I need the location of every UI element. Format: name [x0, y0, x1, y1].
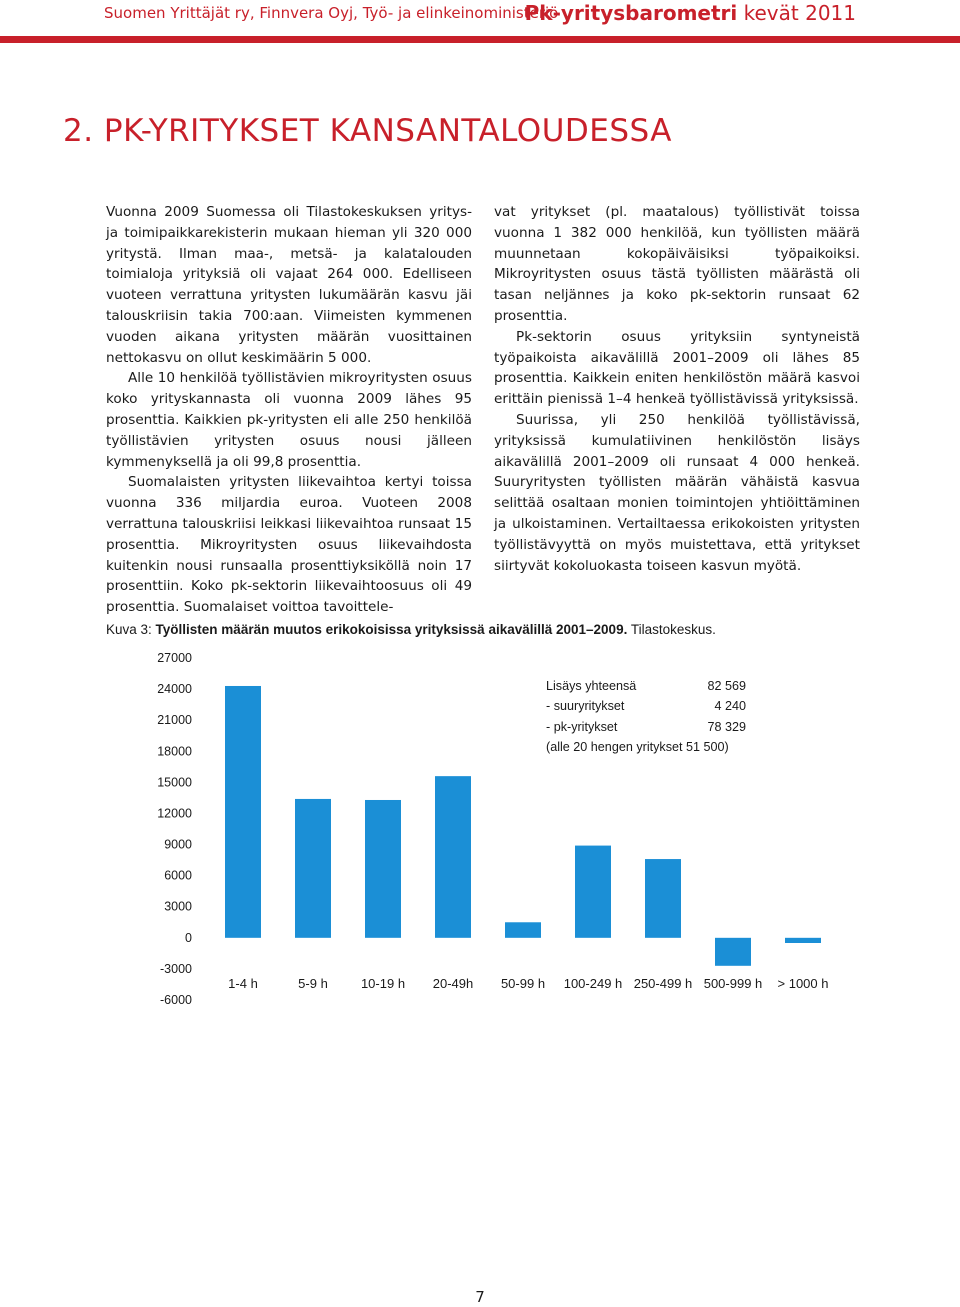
header-season: kevät 2011	[743, 1, 856, 25]
bar	[715, 938, 751, 966]
bar	[645, 859, 681, 938]
y-axis-ticks	[157, 651, 192, 1007]
y-tick-label: 12000	[157, 806, 192, 821]
figure-source: Tilastokeskus.	[630, 622, 716, 637]
section-title: 2. PK-YRITYKSET KANSANTALOUDESSA	[63, 113, 672, 149]
y-tick-label: 9000	[164, 837, 192, 852]
left-paragraph-1: Vuonna 2009 Suomessa oli Tilastokeskuksen yritys- ja toimipaikkarekisterin mukaan hieman yli 320 000 yritystä. Ilman maa-, metsä- ja kalatalouden toimialoja yrityksiä oli vajaat 264 000. Edelliseen vuoteen verrattuna yritysten lukumäärän kasvu jäi talouskriisin takia 700:aan. Viimeisten kymmenen vuoden aikana yritysten määrän vuosittainen nettokasvu on ollut keskimäärin 5 000.	[106, 204, 472, 366]
right-paragraph-3: Suurissa, yli 250 henkilöä työllistävissä, yrityksissä kumulatiivinen henkilöstön lisäys aikavälillä 2001–2009 oli runsaat 4 000 henkeä. Suuryritysten työllisten määrän vähäistä kasvua selittää osaltaan monien toimintojen yhtiöittäminen ja ulkoistaminen. Vertailtaessa erikokoisten yritysten työllistävyyttä on myös muistettava, että yritykset siirtyvät kokoluokasta toiseen kasvun myötä.	[494, 411, 860, 574]
header-brand: Pk-yritysbarometri	[524, 1, 738, 25]
right-paragraph-1: vat yritykset (pl. maatalous) työllistivät toissa vuonna 1 382 000 henkilöä, kun työllisten määrä muunnetaan kokopäiväisiksi työpaikoiksi. Mikroyritysten osuus tästä työllisten määrästä oli tasan neljännes ja koko pk-sektorin runsaat 62 prosenttia.	[494, 204, 860, 324]
y-tick-label: 21000	[157, 713, 192, 728]
figure-caption	[106, 622, 716, 637]
bar	[575, 846, 611, 938]
legend-large-value: 4 240	[714, 699, 746, 714]
bar	[225, 686, 261, 938]
y-tick-label: 3000	[164, 899, 192, 914]
x-tick-label: 20-49h	[432, 976, 474, 991]
legend-sme-label: - pk-yritykset	[546, 719, 618, 734]
left-paragraph-2: Alle 10 henkilöä työllistävien mikroyritysten osuus koko yrityskannasta oli vuonna 2009 lähes 95 prosenttia. Kaikkien pk-yritysten eli alle 250 henkilöä työllistävien yritysten osuus nousi jälleen kymmenyksellä ja oli 99,8 prosenttia.	[106, 370, 472, 470]
x-tick-label: 5-9 h	[298, 976, 328, 991]
bar	[785, 938, 821, 943]
x-tick-label: 10-19 h	[360, 976, 406, 991]
left-paragraph-3: Suomalaisten yritysten liikevaihtoa kertyi toissa vuonna 336 miljardia euroa. Vuoteen 2008 verrattuna talouskriisi leikkasi liikevaihtoa runsaat 15 prosenttia. Mikroyritysten osuus liikevaihdosta kuitenkin nousi runsaalla prosenttiyksiköllä noin 17 prosenttiin. Koko pk-sektorin liikevaihtoosuus oli 49 prosenttia. Suomalaiset voittoa tavoittele-	[106, 474, 472, 616]
x-tick-label: 250-499 h	[633, 976, 693, 991]
page-number: 7	[475, 1288, 485, 1306]
y-tick-label: 24000	[157, 682, 192, 697]
legend-total-label: Lisäys yhteensä	[546, 679, 637, 693]
y-tick-label: 18000	[157, 744, 192, 759]
header-publication	[525, 1, 856, 25]
legend-sme-value: 78 329	[707, 719, 746, 734]
y-tick-label: -6000	[160, 993, 192, 1007]
legend-total-value: 82 569	[707, 679, 746, 693]
x-tick-label: 1-4 h	[228, 976, 258, 991]
x-axis-labels	[228, 976, 828, 991]
y-tick-label: 27000	[157, 651, 192, 665]
legend-micro-note: (alle 20 hengen yritykset 51 500)	[546, 740, 729, 755]
left-column	[106, 202, 472, 618]
legend-large-label: - suuryritykset	[546, 699, 625, 714]
y-tick-label: -3000	[160, 961, 192, 976]
employment-change-chart	[0, 640, 960, 1020]
bar	[295, 799, 331, 938]
header-rule	[0, 36, 960, 43]
chart-legend-box	[546, 676, 746, 758]
y-tick-label: 15000	[157, 775, 192, 790]
bar	[505, 922, 541, 938]
figure-title: Työllisten määrän muutos erikokoisissa yrityksissä aikavälillä 2001–2009.	[155, 622, 628, 637]
x-tick-label: 50-99 h	[500, 976, 546, 991]
figure-label: Kuva 3:	[106, 622, 152, 637]
right-paragraph-2: Pk-sektorin osuus yrityksiin syntyneistä työpaikoista aikavälillä 2001–2009 oli lähes 85 prosenttia. Kaikkein eniten henkilöstön määrä kasvoi erittäin pienissä 1–4 henkeä työllistävissä yrityksissä.	[494, 328, 860, 408]
y-tick-label: 6000	[164, 868, 192, 883]
x-tick-label: > 1000 h	[777, 976, 829, 991]
y-tick-label: 0	[185, 930, 192, 945]
bar	[435, 776, 471, 938]
header-publishers: Suomen Yrittäjät ry, Finnvera Oyj, Työ- ja elinkeinoministeriö	[104, 4, 559, 22]
right-column	[494, 202, 860, 576]
x-tick-label: 500-999 h	[703, 976, 763, 991]
x-tick-label: 100-249 h	[563, 976, 623, 991]
bar	[365, 800, 401, 938]
